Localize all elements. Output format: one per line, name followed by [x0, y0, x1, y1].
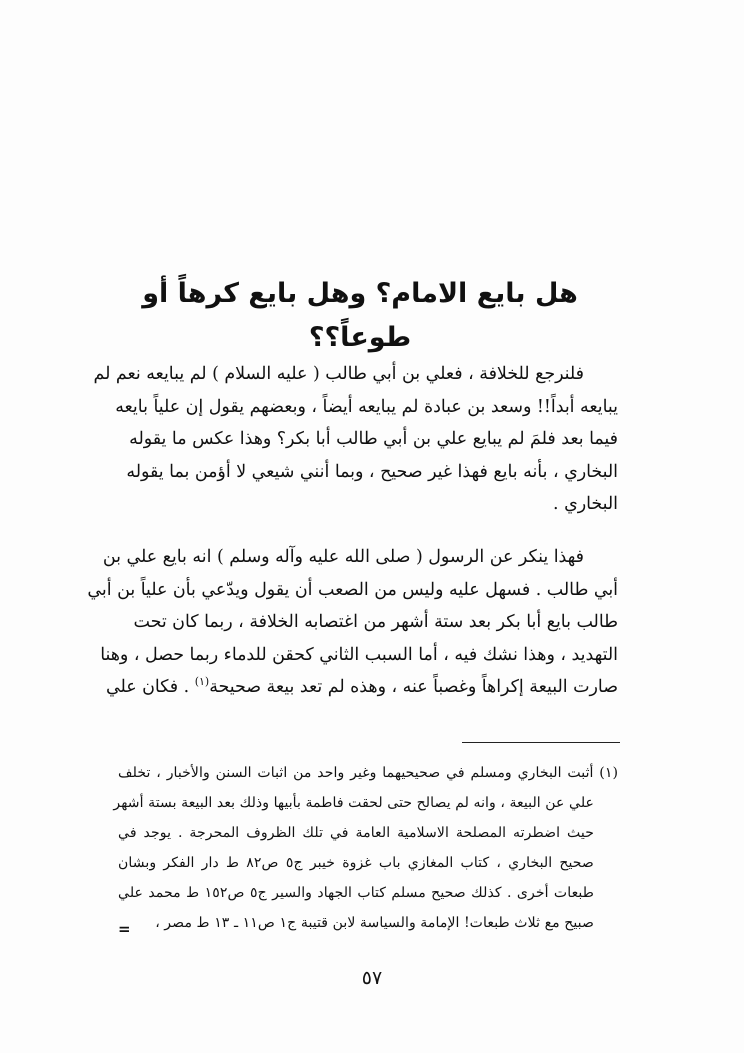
paragraph-line-text: صارت البيعة إكراهاً وغصباً عنه ، وهذه لم تعد بيعة صحيحة [209, 677, 618, 697]
footnote-line: (١) أثبت البخاري ومسلم في صحيحيهما وغير واحد من اثبات السنن والأخبار ، تخلف [118, 765, 618, 781]
footnote [113, 758, 618, 938]
paragraph-2 [87, 541, 618, 704]
footnote-line: علي عن البيعة ، وانه لم يصالح حتى لحقت فاطمة بأبيها وذلك بعد البيعة بستة أشهر [113, 795, 594, 811]
paragraph-line: أبي طالب . فسهل عليه وليس من الصعب أن يقول ويدّعي بأن علياً بن أبي [87, 579, 618, 600]
paragraph-line: صارت البيعة إكراهاً وغصباً عنه ، وهذه لم تعد بيعة صحيحة$^{(١)}$ . فكان علي [105, 675, 618, 697]
paragraph-line: طالب بايع أبا بكر بعد ستة أشهر من اغتصابه الخلافة ، ربما كان تحت [133, 612, 618, 632]
paragraph-line: فلنرجع للخلافة ، فعلي بن أبي طالب ( عليه السلام ) لم يبايعه نعم لم [93, 364, 584, 384]
chapter-heading: هل بايع الامام؟ وهل بايع كرهاً أو طوعاً؟؟ [142, 278, 578, 353]
footnote-reference: (١) [194, 675, 210, 689]
footnote-continuation-mark: = [118, 920, 131, 938]
footnote-divider [462, 742, 620, 743]
footnote-line: صحيح البخاري ، كتاب المغازي باب غزوة خيبر ج٥ ص٨٢ ط دار الفكر وبشان [118, 855, 594, 871]
paragraph-line: يبايعه أبداً!! وسعد بن عبادة لم يبايعه أيضاً ، وبعضهم يقول إن علياً بايعه [115, 396, 618, 417]
footnote-line: حيث اضطرته المصلحة الاسلامية العامة في تلك الظروف المحرجة . يوجد في [118, 825, 594, 841]
paragraph-line: فيما بعد فلمَ لم يبايع علي بن أبي طالب أبا بكر؟ وهذا عكس ما يقوله [129, 429, 618, 449]
paragraph-1 [93, 358, 618, 521]
paragraph-line: البخاري . [553, 494, 618, 514]
footnote-line: طبعات أخرى . كذلك صحيح مسلم كتاب الجهاد والسير ج٥ ص١٥٢ ط محمد علي [118, 885, 594, 901]
paragraph-line: البخاري ، بأنه بايع فهذا غير صحيح ، وبما أنني شيعي لا أؤمن بما يقوله [126, 461, 618, 482]
paragraph-line: فهذا ينكر عن الرسول ( صلى الله عليه وآله وسلم ) انه بايع علي بن [102, 547, 584, 567]
page-number: ٥٧ [361, 967, 383, 989]
footnote-line: صبيح مع ثلاث طبعات! الإمامة والسياسة لابن قتيبة ج١ ص١١ ـ ١٣ ط مصر ، [155, 915, 594, 931]
paragraph-line: التهديد ، وهذا نشك فيه ، أما السبب الثاني كحقن للدماء ربما حصل ، وهنا [100, 644, 618, 665]
paragraph-line-text: فكان علي [105, 677, 179, 697]
